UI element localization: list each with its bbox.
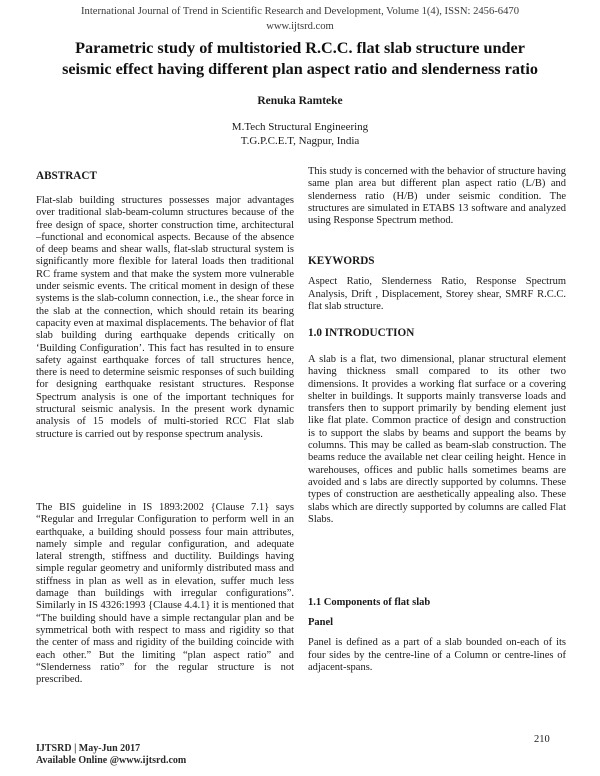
- footer-online[interactable]: Available Online @www.ijtsrd.com: [36, 755, 187, 766]
- abstract-heading: ABSTRACT: [36, 170, 97, 182]
- panel-text: Panel is defined as a part of a slab bounded on-each of its four sides by the centre-line of a Column or centre-lines of adjacent-spans.: [308, 637, 566, 673]
- keywords-heading: KEYWORDS: [308, 255, 375, 267]
- title-line-1: Parametric study of multistoried R.C.C. flat slab structure under: [75, 39, 525, 57]
- abstract-text-3: This study is concerned with the behavior of structure having same plan area but different plan aspect ratio (L/B) and slenderness ratio (H/B) under seismic condition. The structures are simulated in ETABS 13 software and analyzed using Response Spectrum method.: [308, 166, 566, 227]
- affiliation-line-1: M.Tech Structural Engineering: [231, 121, 369, 133]
- journal-url[interactable]: www.ijtsrd.com: [266, 21, 334, 32]
- keywords-text: Aspect Ratio, Slenderness Ratio, Response Spectrum Analysis, Drift , Displacement, Storey shear, SMRF R.C.C. flat slab structure.: [308, 276, 566, 312]
- components-heading-block: [308, 597, 566, 609]
- footer: [36, 743, 186, 767]
- keywords-section: [308, 255, 566, 313]
- intro-section: [308, 354, 566, 526]
- paper-title: [28, 38, 572, 80]
- abstract-para-2: [36, 502, 294, 686]
- author-name: Renuka Ramteke: [257, 95, 343, 107]
- abstract-heading-block: [36, 170, 294, 182]
- panel-section: [308, 617, 566, 674]
- journal-header: International Journal of Trend in Scientific Research and Development, Volume 1(4), ISSN: 2456-6470: [81, 6, 519, 17]
- title-line-2: seismic effect having different plan aspect ratio and slenderness ratio: [62, 60, 538, 78]
- panel-heading: Panel: [308, 617, 334, 628]
- page-number: 210: [534, 734, 550, 745]
- intro-heading-block: [308, 327, 566, 339]
- abstract-para-1: [36, 195, 294, 441]
- intro-heading: 1.0 INTRODUCTION: [308, 327, 415, 339]
- abstract-text-2: The BIS guideline in IS 1893:2002 {Clause 7.1} says “Regular and Irregular Configuration to perform well in an earthquake, a building should possess four main attributes, namely simple and regular configuration, and adequate lateral strength, stiffness and ductility. Buildings having simple regular geometry and uniformly distributed mass and stiffness in plan as well as in elevation, suffer much less damage than buildings with irregular configurations”. Similarly in IS 4326:1993 {Clause 4.4.1} it is mentioned that “The building should have a simple rectangular plan and be symmetrical both with respect to mass and rigidity so that the center of mass and rigidity of the building coincide with each other.” But the limiting “plan aspect ratio” and “Slenderness ratio” for the regular structure is not prescribed.: [36, 502, 294, 686]
- intro-text: A slab is a flat, two dimensional, planar structural element having thickness small compared to its other two dimensions. It provides a working flat surface or a covering shelter in buildings. It supports mainly transverse loads and transfers then to support primarily by bending element just like flat plate. Common practice of design and construction is to support the slabs by beams and support the beams by columns. This may be called as beam-slab construction. The beams reduce the available net clear ceiling height. Hence in warehouses, offices and public halls sometimes beams are avoided and s labs are directly supported by columns. These types of construction are aesthetically appealing also. These slabs which are directly supported by columns are called Flat Slabs.: [308, 354, 566, 525]
- affiliation-line-2: T.G.P.C.E.T, Nagpur, India: [240, 135, 360, 147]
- author-affiliation: [0, 120, 600, 148]
- abstract-para-3: [308, 166, 566, 227]
- footer-journal: IJTSRD | May-Jun 2017: [36, 743, 141, 754]
- components-heading: 1.1 Components of flat slab: [308, 597, 431, 608]
- abstract-text-1: Flat-slab building structures possesses major advantages over traditional slab-beam-column structures because of the free design of space, shorter construction time, architectural –functional and economical aspects. Because of the absence of deep beams and shear walls, flat-slab structural system is significantly more flexible for lateral loads then traditional RC frame system and that make the system more vulnerable under seismic events. The critical moment in design of these systems is the slab-column connection, i.e., the shear force in the slab at the connection, which should retain its bearing capacity even at maximal displacements. The behavior of flat slab building during earthquake depends critically on ‘Building Configuration’. This fact has resulted in to ensure safety against earthquake forces of tall structures hence, there is need to determine seismic responses of such building for designing earthquake resistant structures. Response Spectrum analysis is one of the important techniques for structural seismic analysis. In the present work dynamic analysis of 15 models of multi-storied RCC Flat slab structure is carried out by response spectrum analysis.: [36, 195, 294, 440]
